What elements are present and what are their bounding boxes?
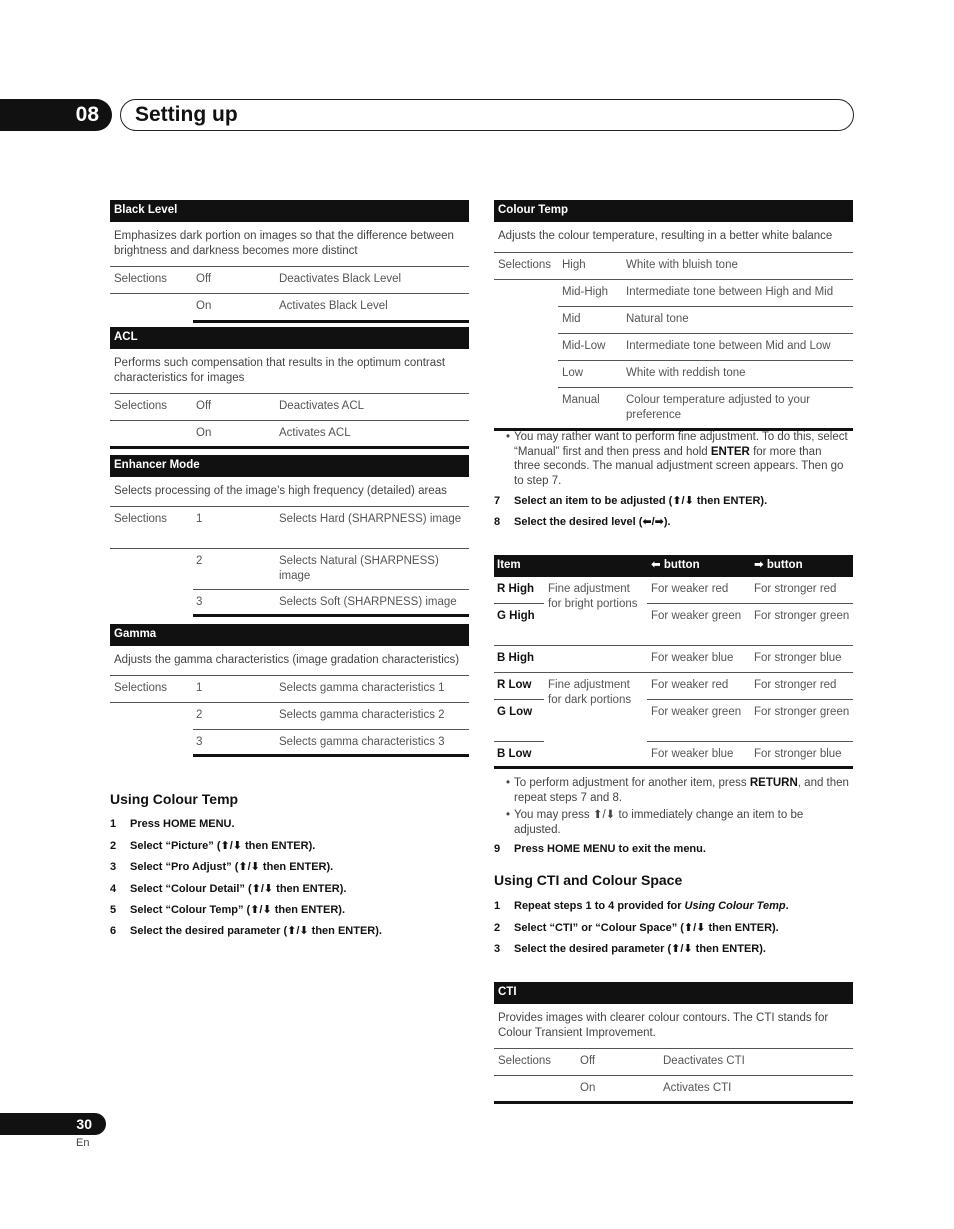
table-row (193, 549, 469, 590)
option-description: Activates ACL (279, 427, 351, 439)
option-value: Off (196, 400, 212, 412)
chapter-header (120, 99, 854, 131)
header-right-button: ➡ button (754, 559, 803, 571)
table-row (193, 590, 469, 617)
option-value: Low (562, 367, 584, 379)
step-item: 1 Repeat steps 1 to 4 provided for Using Colour Temp. (494, 900, 789, 912)
table-row (110, 394, 469, 421)
option-description: White with bluish tone (626, 259, 738, 271)
option-description: Deactivates CTI (663, 1055, 745, 1067)
step-item: 8 Select the desired level (⬅/➡). (494, 516, 671, 528)
table-row (558, 280, 853, 307)
option-description: White with reddish tone (626, 367, 746, 379)
option-value: 2 (196, 709, 203, 721)
table-row (494, 253, 853, 280)
option-value: Mid-Low (562, 340, 606, 352)
table-title: CTI (494, 982, 853, 1004)
option-description: Intermediate tone between High and Mid (626, 286, 834, 298)
cti-table (494, 982, 853, 1104)
step-item: 7 Select an item to be adjusted (⬆/⬇ then ENTER). (494, 495, 768, 507)
table-row (577, 1076, 853, 1101)
acl-table (110, 327, 469, 449)
table-row (558, 388, 853, 428)
table-description: Provides images with clearer colour contours. The CTI stands for Colour Transient Improvement. (494, 1004, 853, 1049)
table-row (193, 421, 469, 446)
colour-temp-table (494, 200, 853, 431)
option-description: Activates Black Level (279, 300, 388, 312)
page-language: En (76, 1137, 90, 1149)
step-item: 3 Select the desired parameter (⬆/⬇ then ENTER). (494, 943, 766, 955)
table-row (494, 1049, 853, 1076)
table-row: R Low Fine adjustment for dark portions For weaker red For stronger red (497, 679, 837, 706)
table-title: Gamma (110, 624, 469, 646)
step-item: 5 Select “Colour Temp” (⬆/⬇ then ENTER). (110, 904, 346, 916)
table-row (193, 730, 469, 757)
table-row: B High For weaker blue For stronger blue (494, 646, 853, 673)
table-title: Black Level (110, 200, 469, 222)
option-description: Selects Hard (SHARPNESS) image (279, 513, 462, 525)
option-value: On (196, 300, 212, 312)
page-number: 30 (0, 1113, 106, 1135)
enhancer-mode-table (110, 455, 469, 617)
table-row: B Low For weaker blue For stronger blue (494, 742, 853, 769)
table-description: Adjusts the gamma characteristics (image gradation characteristics) (110, 646, 469, 676)
option-value: Mid (562, 313, 581, 325)
step-item: 6 Select the desired parameter (⬆/⬇ then ENTER). (110, 925, 382, 937)
selections-label: Selections (498, 1055, 552, 1067)
option-value: Off (196, 273, 212, 285)
step-item: 2 Select “Picture” (⬆/⬇ then ENTER). (110, 840, 316, 852)
option-value: High (562, 259, 586, 271)
option-description: Colour temperature adjusted to your preference (626, 394, 811, 421)
selections-label: Selections (114, 273, 168, 285)
option-value: 3 (196, 596, 203, 608)
option-description: Activates CTI (663, 1082, 732, 1094)
option-description: Selects Soft (SHARPNESS) image (279, 596, 457, 608)
header-item: Item (497, 559, 521, 571)
table-row (558, 361, 853, 388)
table-row: G Low For weaker green For stronger green (497, 706, 850, 718)
option-description: Intermediate tone between Mid and Low (626, 340, 831, 352)
option-value: Manual (562, 394, 600, 406)
table-row (193, 703, 469, 730)
option-value: On (580, 1082, 596, 1094)
table-title: ACL (110, 327, 469, 349)
selections-label: Selections (114, 682, 168, 694)
step-item: 1 Press HOME MENU. (110, 818, 235, 830)
selections-label: Selections (114, 513, 168, 525)
step-item: 3 Select “Pro Adjust” (⬆/⬇ then ENTER). (110, 861, 334, 873)
gamma-table (110, 624, 469, 757)
note-bullet: • You may rather want to perform fine adjustment. To do this, select “Manual” first and then press and hold ENTER for more than three seconds. The manual adjustment screen appears. Then go to step 7. (506, 431, 848, 487)
option-value: 1 (196, 682, 203, 694)
table-row (558, 334, 853, 361)
option-description: Selects gamma characteristics 3 (279, 736, 445, 748)
table-title: Colour Temp (494, 200, 853, 222)
option-description: Selects gamma characteristics 1 (279, 682, 445, 694)
table-description: Performs such compensation that results in the optimum contrast characteristics for images (110, 349, 469, 394)
table-description: Selects processing of the image’s high frequency (detailed) areas (110, 477, 469, 507)
chapter-number: 08 (0, 99, 112, 131)
table-row (110, 507, 469, 549)
selections-label: Selections (498, 259, 552, 271)
table-row: G High For weaker green For stronger green (494, 604, 853, 646)
note-bullet: • You may press ⬆/⬇ to immediately change an item to be adjusted. (506, 809, 804, 836)
page-title: Setting up (135, 103, 238, 126)
option-description: Deactivates Black Level (279, 273, 402, 285)
table-row (193, 294, 469, 323)
table-title: Enhancer Mode (110, 455, 469, 477)
step-item: 4 Select “Colour Detail” (⬆/⬇ then ENTER). (110, 883, 347, 895)
header-left-button: ⬅ button (651, 559, 700, 571)
selections-label: Selections (114, 400, 168, 412)
black-level-table (110, 200, 469, 323)
table-description: Adjusts the colour temperature, resulting in a better white balance (494, 222, 853, 253)
option-description: Selects gamma characteristics 2 (279, 709, 445, 721)
step-item: 2 Select “CTI” or “Colour Space” (⬆/⬇ then ENTER). (494, 922, 779, 934)
option-description: Selects Natural (SHARPNESS) image (279, 555, 439, 582)
option-value: On (196, 427, 212, 439)
adjustment-table (494, 555, 853, 769)
table-row: R High Fine adjustment for bright portions For weaker red For stronger red (497, 583, 837, 610)
option-value: 1 (196, 513, 203, 525)
using-colour-temp-heading: Using Colour Temp (110, 791, 239, 807)
using-cti-heading: Using CTI and Colour Space (494, 872, 683, 888)
table-row (558, 307, 853, 334)
table-header (494, 555, 853, 577)
note-bullet: • To perform adjustment for another item, press RETURN, and then repeat steps 7 and 8. (506, 777, 849, 804)
table-description: Emphasizes dark portion on images so that the difference between brightness and darkness becomes more distinct (110, 222, 469, 267)
step-item: 9 Press HOME MENU to exit the menu. (494, 843, 706, 855)
option-value: 2 (196, 555, 203, 567)
table-row (110, 267, 469, 294)
option-value: Mid-High (562, 286, 609, 298)
option-description: Deactivates ACL (279, 400, 365, 412)
option-description: Natural tone (626, 313, 689, 325)
option-value: Off (580, 1055, 596, 1067)
table-row (110, 676, 469, 703)
option-value: 3 (196, 736, 203, 748)
